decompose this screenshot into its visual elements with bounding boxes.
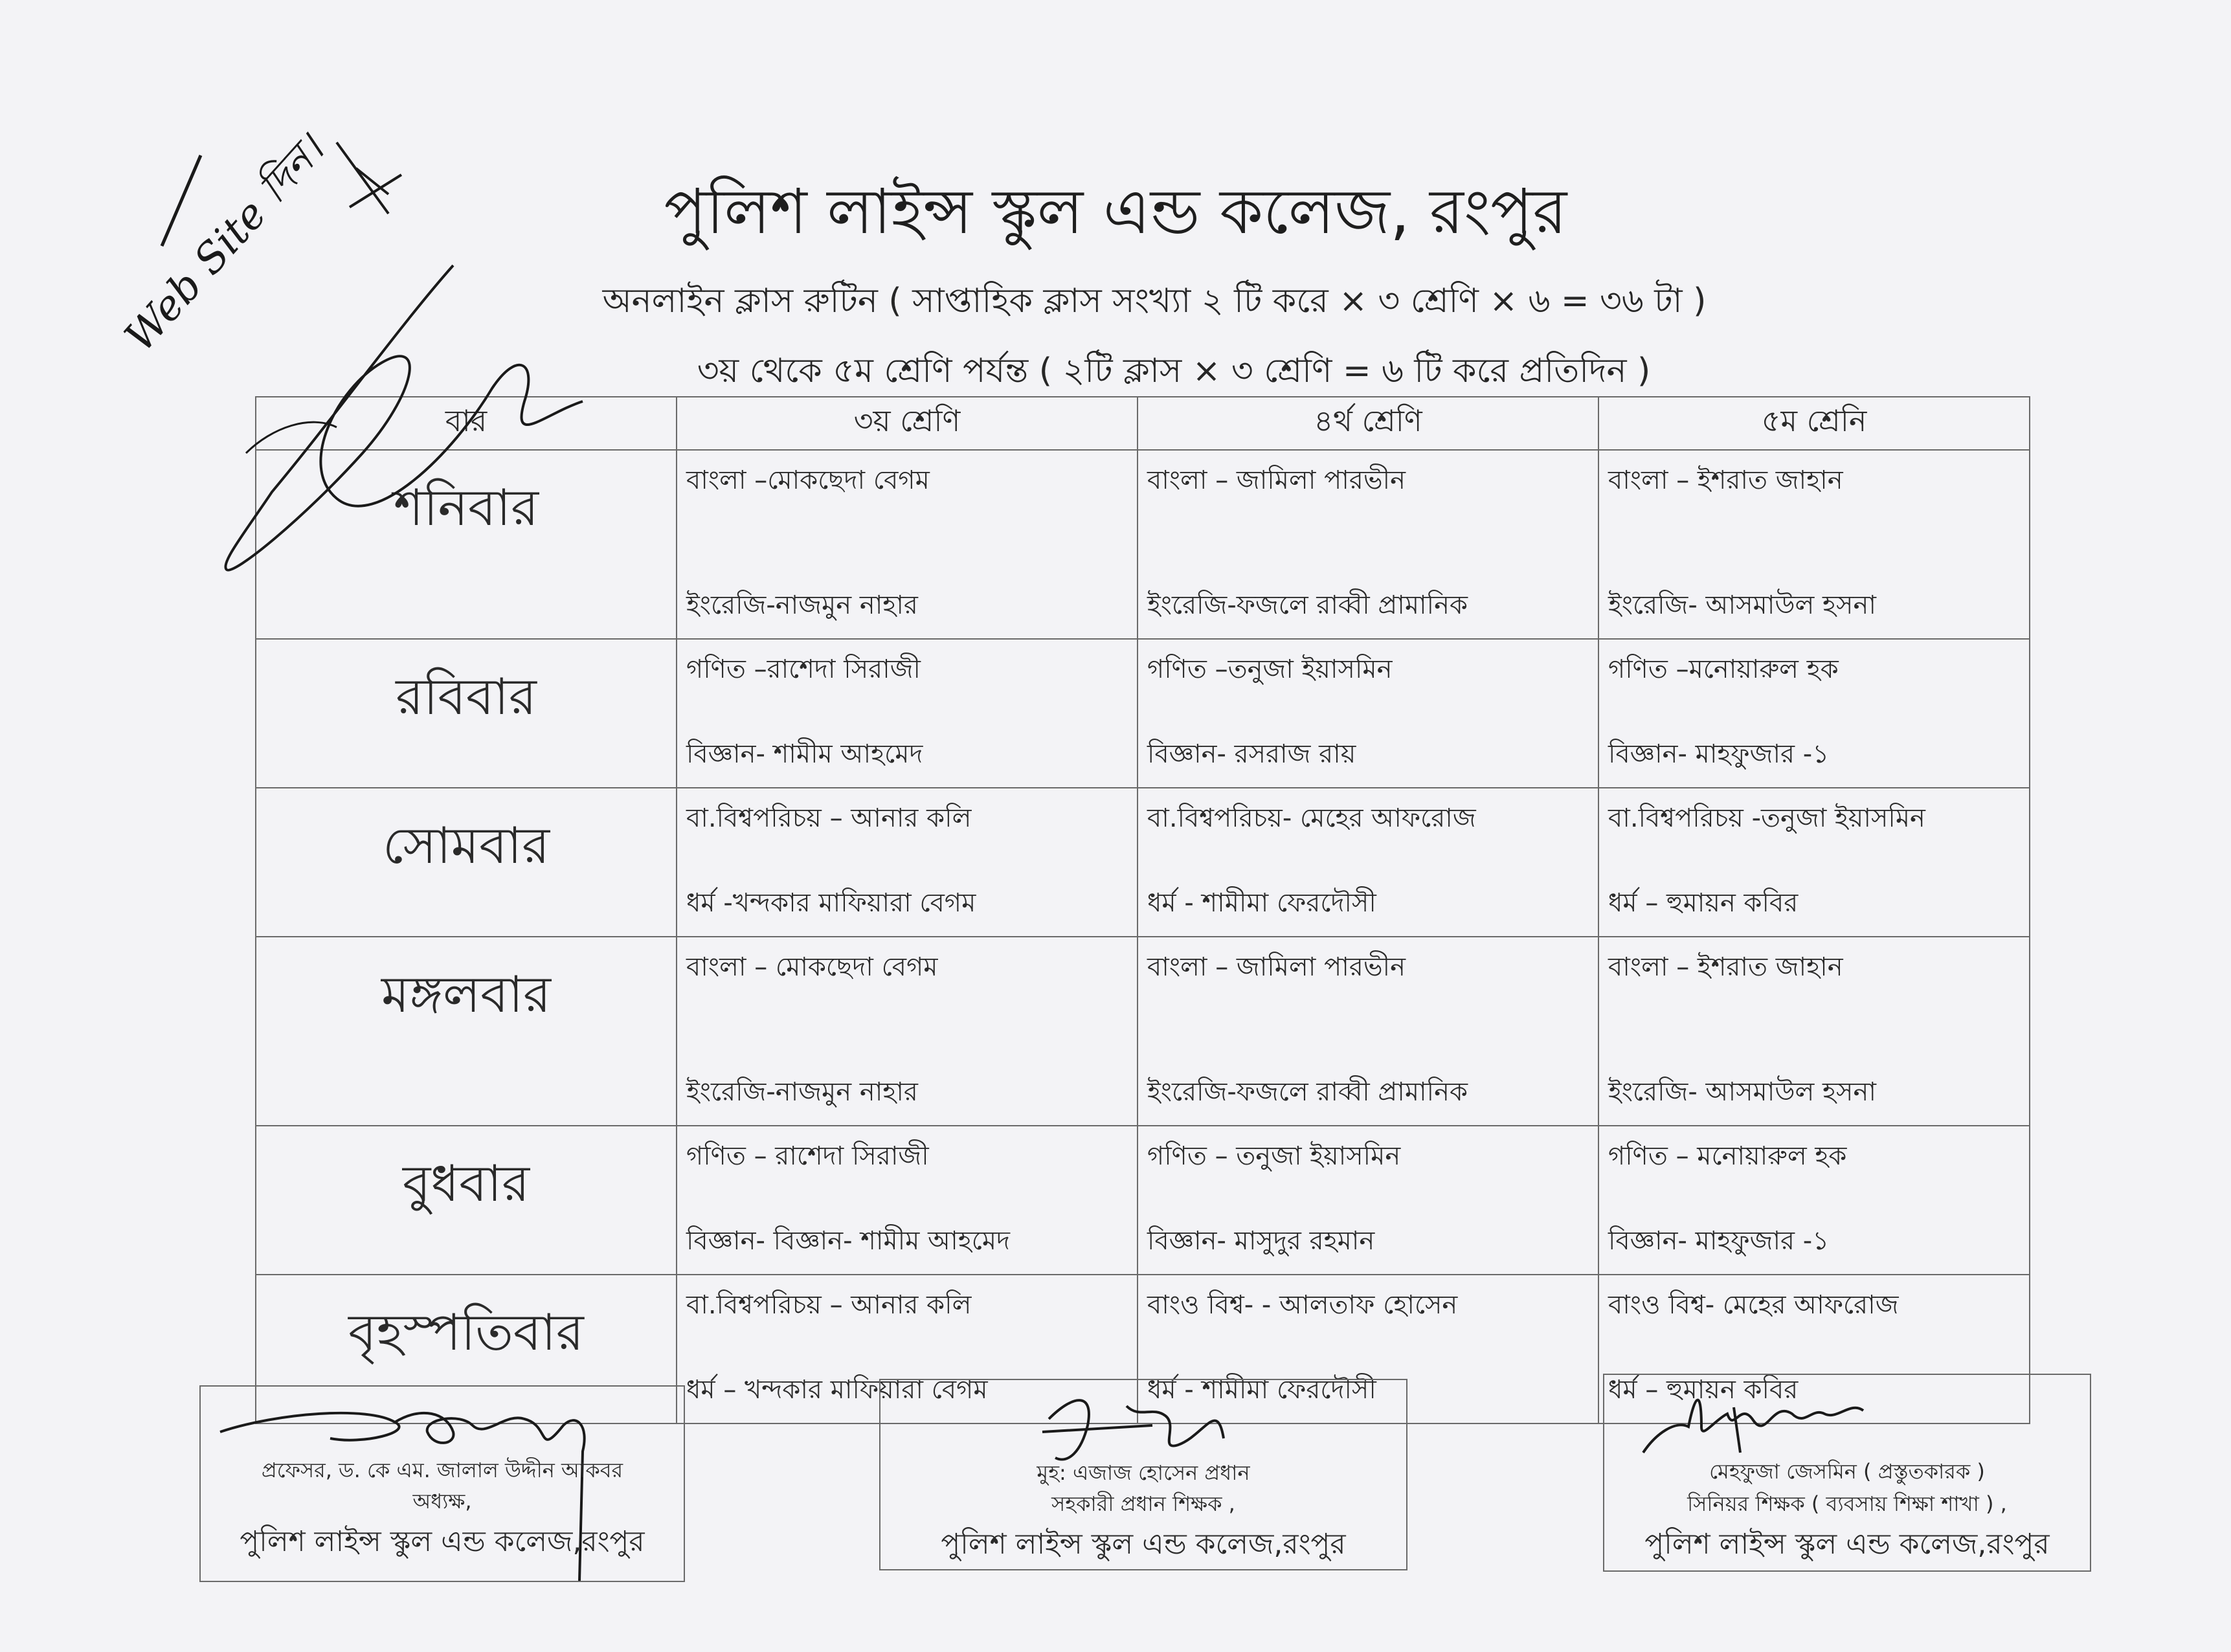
class-entry: ইংরেজি-নাজমুন নাহার xyxy=(686,590,918,620)
signatory-name: মেহফুজা জেসমিন ( প্রস্তুতকারক ) xyxy=(1709,1459,1985,1484)
class-entry: বিজ্ঞান- শামীম আহমেদ xyxy=(686,739,923,769)
class-entry: বাংলা –মোকছেদা বেগম xyxy=(686,465,930,495)
header-class-5: ৫ম শ্রেনি xyxy=(1598,397,2030,450)
class-entry: বা.বিশ্বপরিচয়- মেহের আফরোজ xyxy=(1147,803,1476,833)
class-entry: বা.বিশ্বপরিচয় -তনুজা ইয়াসমিন xyxy=(1608,803,1925,833)
signatory-name: প্রফেসর, ড. কে এম. জালাল উদ্দীন আকবর xyxy=(261,1458,623,1482)
day-wednesday: বুধবার xyxy=(256,1126,677,1275)
class-entry: গণিত – তনুজা ইয়াসমিন xyxy=(1147,1141,1401,1171)
class-entry: বিজ্ঞান- মাহফুজার -১ xyxy=(1608,739,1830,769)
day-saturday: শনিবার xyxy=(256,450,677,639)
class-entry: বা.বিশ্বপরিচয় – আনার কলি xyxy=(686,803,972,833)
class-entry: ইংরেজি-ফজলে রাব্বী প্রামানিক xyxy=(1147,1077,1468,1107)
routine-subtitle: অনলাইন ক্লাস রুটিন ( সাপ্তাহিক ক্লাস সংখ্যা ২ টি করে × ৩ শ্রেণি × ৬ = ৩৬ টা ) xyxy=(602,282,1707,320)
signatory-institution: পুলিশ লাইন্স স্কুল এন্ড কলেজ,রংপুর xyxy=(240,1525,645,1558)
day-sunday: রবিবার xyxy=(256,639,677,788)
day-tuesday: মঙ্গলবার xyxy=(256,937,677,1126)
class-entry: বাংও বিশ্ব- মেহের আফরোজ xyxy=(1608,1290,1899,1320)
class-entry: গণিত – রাশেদা সিরাজী xyxy=(686,1141,929,1171)
signatory-name: মুহ: এজাজ হোসেন প্রধান xyxy=(1037,1460,1250,1485)
day-monday: সোমবার xyxy=(256,788,677,937)
class-entry: ইংরেজি-ফজলে রাব্বী প্রামানিক xyxy=(1147,590,1468,620)
class-entry: গণিত –রাশেদা সিরাজী xyxy=(686,654,921,684)
class-entry: বাংলা – জামিলা পারভীন xyxy=(1147,465,1406,495)
class-entry: বাংলা – ইশরাত জাহান xyxy=(1608,952,1843,982)
signatory-institution: পুলিশ লাইন্স স্কুল এন্ড কলেজ,রংপুর xyxy=(941,1528,1346,1561)
page-title: পুলিশ লাইন্স স্কুল এন্ড কলেজ, রংপুর xyxy=(664,175,1567,248)
header-class-3: ৩য় শ্রেণি xyxy=(677,397,1138,450)
class-entry: বা.বিশ্বপরিচয় – আনার কলি xyxy=(686,1290,972,1320)
class-entry: বিজ্ঞান- রসরাজ রায় xyxy=(1147,739,1356,769)
class-entry: বাংলা – জামিলা পারভীন xyxy=(1147,952,1406,982)
class-entry: ধর্ম – হুমায়ন কবির xyxy=(1608,1375,1799,1405)
signatory-designation: সহকারী প্রধান শিক্ষক , xyxy=(1051,1491,1235,1516)
class-entry: ইংরেজি-নাজমুন নাহার xyxy=(686,1077,918,1107)
class-entry: বিজ্ঞান- মাহফুজার -১ xyxy=(1608,1226,1830,1256)
class-entry: ধর্ম - শামীমা ফেরদৌসী xyxy=(1147,888,1376,918)
day-thursday: বৃহস্পতিবার xyxy=(256,1275,677,1423)
header-day: বার xyxy=(256,397,677,450)
handwritten-note: Web Site দিন। xyxy=(115,126,334,361)
class-entry: ধর্ম – হুমায়ন কবির xyxy=(1608,888,1799,918)
class-entry: ইংরেজি- আসমাউল হসনা xyxy=(1608,590,1876,620)
class-entry: বাংও বিশ্ব- - আলতাফ হোসেন xyxy=(1147,1290,1458,1320)
class-entry: বাংলা – ইশরাত জাহান xyxy=(1608,465,1843,495)
class-entry: বাংলা – মোকছেদা বেগম xyxy=(686,952,938,982)
header-class-4: ৪র্থ শ্রেণি xyxy=(1138,397,1598,450)
class-entry: গণিত –মনোয়ারুল হক xyxy=(1608,654,1839,684)
routine-range-line: ৩য় থেকে ৫ম শ্রেণি পর্যন্ত ( ২টি ক্লাস × ৩ শ্রেণি = ৬ টি করে প্রতিদিন ) xyxy=(697,352,1651,390)
class-entry: গণিত –তনুজা ইয়াসমিন xyxy=(1147,654,1393,684)
class-entry: বিজ্ঞান- বিজ্ঞান- শামীম আহমেদ xyxy=(686,1226,1011,1256)
class-entry: গণিত – মনোয়ারুল হক xyxy=(1608,1141,1847,1171)
class-entry: ইংরেজি- আসমাউল হসনা xyxy=(1608,1077,1876,1107)
class-entry: ধর্ম - শামীমা ফেরদৌসী xyxy=(1147,1375,1376,1405)
signatory-institution: পুলিশ লাইন্স স্কুল এন্ড কলেজ,রংপুর xyxy=(1644,1528,2050,1561)
class-entry: বিজ্ঞান- মাসুদুর রহমান xyxy=(1147,1226,1375,1256)
class-entry: ধর্ম -খন্দকার মাফিয়ারা বেগম xyxy=(686,888,976,918)
signatory-designation: সিনিয়র শিক্ষক ( ব্যবসায় শিক্ষা শাখা ) , xyxy=(1687,1491,2007,1516)
signatory-designation: অধ্যক্ষ, xyxy=(412,1489,472,1513)
class-entry: ধর্ম – খন্দকার মাফিয়ারা বেগম xyxy=(686,1375,988,1405)
